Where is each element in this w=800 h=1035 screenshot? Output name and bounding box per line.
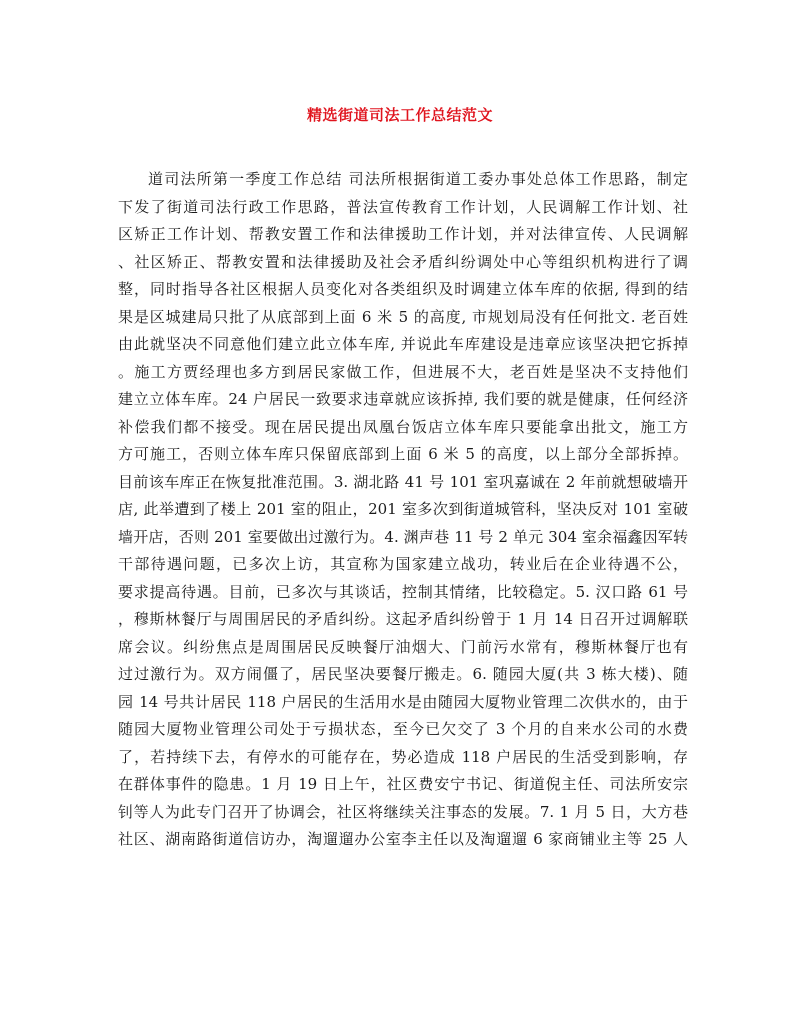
body-line: 道司法所第一季度工作总结 司法所根据街道工委办事处总体工作思路，制定 [148, 170, 688, 188]
body-line: 整，同时指导各社区根据人员变化对各类组织及时调建立体车库的依据, 得到的结 [118, 280, 688, 298]
body-line: 下发了街道司法行政工作思路，普法宣传教育工作计划，人民调解工作计划、社 [118, 197, 688, 216]
body-line: 果是区城建局只批了从底部到上面 6 米 5 的高度, 市规划局没有任何批文. 老百姓 [118, 307, 688, 326]
document-body [118, 166, 688, 854]
body-line: 园 14 号共计居民 118 户居民的生活用水是由随园大厦物业管理二次供水的，由于 [118, 692, 688, 711]
body-line: 墙开店，否则 201 室要做出过激行为。4. 渊声巷 11 号 2 单元 304 室余福鑫因军转 [118, 527, 688, 546]
body-line: 要求提高待遇。目前，已多次与其谈话，控制其情绪，比较稳定。5. 汉口路 61 号 [118, 582, 688, 601]
body-line: 店, 此举遭到了楼上 201 室的阻止，201 室多次到街道城管科，坚决反对 101 室破 [118, 500, 688, 518]
body-line: 席会议。纠纷焦点是周围居民反映餐厅油烟大、门前污水常有，穆斯林餐厅也有 [118, 637, 688, 656]
body-line: 建立立体车库。24 户居民一致要求违章就应该拆掉, 我们要的就是健康，任何经济 [118, 390, 688, 408]
body-line: 钊等人为此专门召开了协调会，社区将继续关注事态的发展。7. 1 月 5 日，大方巷 [118, 802, 688, 821]
body-line: 区矫正工作计划、帮教安置工作和法律援助工作计划，并对法律宣传、人民调解 [118, 225, 688, 243]
body-line: 、社区矫正、帮教安置和法律援助及社会矛盾纠纷调处中心等组织机构进行了调 [118, 252, 688, 271]
body-line: 随园大厦物业管理公司处于亏损状态，至今已欠交了 3 个月的自来水公司的水费 [118, 720, 688, 738]
body-line: ，穆斯林餐厅与周围居民的矛盾纠纷。这起矛盾纠纷曾于 1 月 14 日召开过调解联 [118, 610, 688, 628]
body-line: 干部待遇问题，已多次上访，其宣称为国家建立战功，转业后在企业待遇不公， [118, 555, 688, 573]
body-line: 过过激行为。双方闹僵了，居民坚决要餐厅搬走。6. 随园大厦(共 3 栋大楼)、随 [118, 665, 688, 683]
body-line: 了，若持续下去，有停水的可能存在，势必造成 118 户居民的生活受到影响，存 [118, 747, 688, 766]
body-line: 在群体事件的隐患。1 月 19 日上午，社区费安宁书记、街道倪主任、司法所安宗 [118, 775, 688, 793]
body-line: 由此就坚决不同意他们建立此立体车库, 并说此车库建设是违章应该坚决把它拆掉 [118, 335, 688, 353]
body-line: 目前该车库正在恢复批准范围。3. 湖北路 41 号 101 室巩嘉诚在 2 年前就想破墙开 [118, 472, 688, 491]
document-title: 精选街道司法工作总结范文 [306, 106, 493, 124]
body-line: 社区、湖南路街道信访办，淘遛遛办公室李主任以及淘遛遛 6 家商铺业主等 25 人 [118, 830, 688, 848]
body-line: 。施工方贾经理也多方到居民家做工作，但进展不大，老百姓是坚决不支持他们 [118, 362, 688, 381]
body-line: 补偿我们都不接受。现在居民提出凤凰台饭店立体车库只要能拿出批文，施工方 [118, 417, 688, 436]
body-line: 方可施工，否则立体车库只保留底部到上面 6 米 5 的高度，以上部分全部拆掉。 [118, 445, 688, 463]
